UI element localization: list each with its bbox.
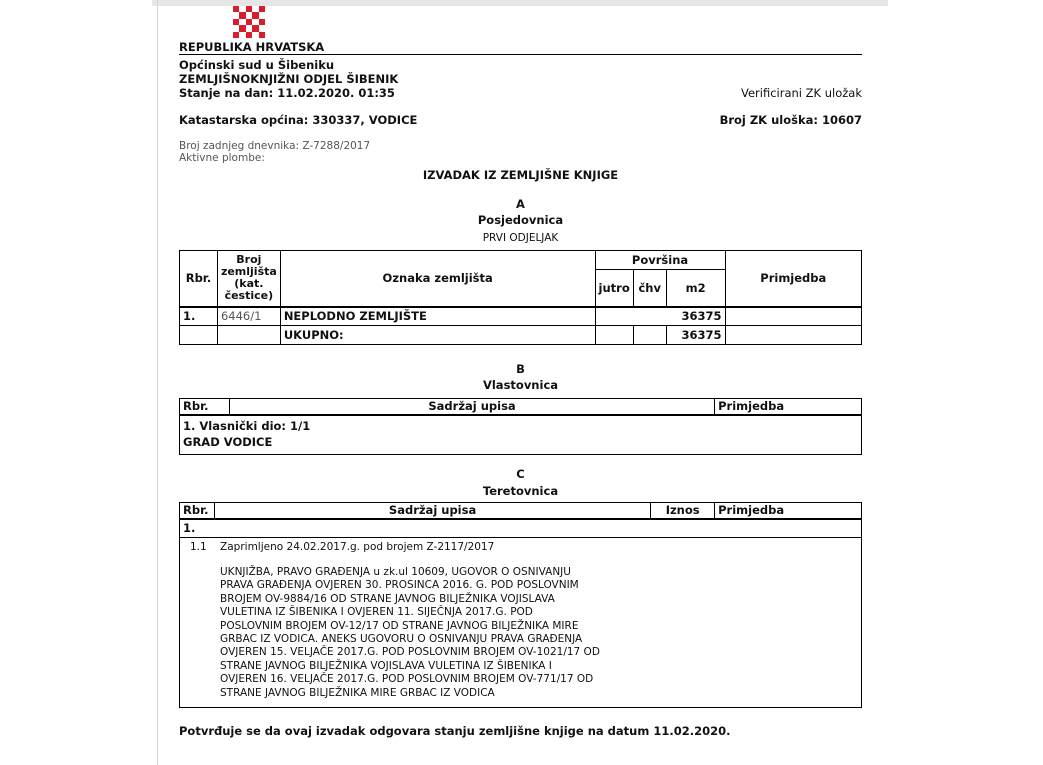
department-name: ZEMLJIŠNOKNJIŽNI ODJEL ŠIBENIK <box>179 72 399 86</box>
entry-line: OVJEREN 16. VELJAČE 2017.G. POD POSLOVNIM BROJEM OV-771/17 OD <box>220 673 594 686</box>
total-chv <box>633 326 666 345</box>
section-b-table <box>179 398 862 455</box>
col-rbr: Rbr. <box>180 503 215 519</box>
ownership-entry <box>180 415 862 455</box>
total-rbr <box>180 326 218 345</box>
page-left-edge <box>157 0 158 765</box>
section-a-name: Posjedovnica <box>477 213 564 227</box>
col-sadrzaj: Sadržaj upisa <box>214 503 650 519</box>
zk-number: Broj ZK uloška: 10607 <box>719 113 862 127</box>
encumbrance-number: 1. <box>180 519 862 538</box>
section-c-name: Teretovnica <box>482 484 559 498</box>
republic-title: REPUBLIKA HRVATSKA <box>179 40 325 54</box>
entry-line: BROJEM OV-9884/16 OD STRANE JAVNOG BILJEŽNIKA VOJISLAVA <box>220 592 555 605</box>
col-rbr: Rbr. <box>180 399 230 415</box>
entry-line: POSLOVNIM BROJEM OV-12/17 OD STRANE JAVNOG BILJEŽNIKA MIRE <box>220 619 579 632</box>
section-c-letter: C <box>516 467 525 481</box>
col-sadrzaj: Sadržaj upisa <box>229 399 714 415</box>
received-note: Zaprimljeno 24.02.2017.g. pod brojem Z-2117/2017 <box>220 541 495 553</box>
row-oznaka: NEPLODNO ZEMLJIŠTE <box>280 307 595 326</box>
state-date: Stanje na dan: 11.02.2020. 01:35 <box>179 86 395 100</box>
entry-line: VULETINA IZ ŠIBENIKA I OVJEREN 11. SIJEČNJA 2017.G. POD <box>220 606 533 619</box>
col-iznos: Iznos <box>651 503 715 519</box>
total-primjedba <box>725 326 861 345</box>
col-broj-zemljista: Broj zemljišta (kat. čestice) <box>217 251 280 307</box>
row-rbr: 1. <box>180 307 218 326</box>
col-chv: čhv <box>633 270 666 307</box>
row-m2: 36375 <box>595 307 725 326</box>
encumbrance-entry <box>180 538 862 708</box>
col-rbr: Rbr. <box>180 251 218 307</box>
col-jutro: jutro <box>595 270 633 307</box>
row-broj: 6446/1 <box>217 307 280 326</box>
entry-line: UKNJIŽBA, PRAVO GRAĐENJA u zk.ul 10609, UGOVOR O OSNIVANJU <box>220 566 571 578</box>
sub-entry-number: 1.1 <box>190 541 207 553</box>
col-oznaka: Oznaka zemljišta <box>280 251 595 307</box>
col-povrsina: Površina <box>595 251 725 270</box>
last-journal: Broj zadnjeg dnevnika: Z-7288/2017 <box>179 140 371 152</box>
document-title: IZVADAK IZ ZEMLJIŠNE KNJIGE <box>422 168 619 182</box>
table-row <box>180 307 862 326</box>
total-jutro <box>595 326 633 345</box>
col-m2: m2 <box>666 270 725 307</box>
section-a-table <box>179 250 862 345</box>
section-a-letter: A <box>516 197 525 211</box>
section-b-letter: B <box>516 362 525 376</box>
header-divider <box>179 54 862 55</box>
ownership-share: 1. Vlasnički dio: 1/1 <box>183 418 311 433</box>
cadastral-municipality: Katastarska općina: 330337, VODICE <box>179 113 418 127</box>
section-a-subtitle: PRVI ODJELJAK <box>482 232 559 244</box>
croatian-coat-of-arms-icon <box>233 6 265 38</box>
entry-line: STRANE JAVNOG BILJEŽNIKA VOJISLAVA VULETINA IZ ŠIBENIKA I <box>220 659 552 672</box>
col-primjedba: Primjedba <box>725 251 861 307</box>
entry-line: OVJEREN 15. VELJAČE 2017.G. POD POSLOVNIM BROJEM OV-1021/17 OD <box>220 646 600 659</box>
verified-label: Verificirani ZK uložak <box>741 86 862 100</box>
active-seals: Aktivne plombe: <box>179 152 265 164</box>
total-broj <box>217 326 280 345</box>
section-b-name: Vlastovnica <box>482 378 559 392</box>
entry-line: PRAVA GRAĐENJA OVJEREN 30. PROSINCA 2016. G. POD POSLOVNIM <box>220 579 579 592</box>
confirmation-statement: Potvrđuje se da ovaj izvadak odgovara stanju zemljišne knjige na datum 11.02.2020. <box>179 724 731 738</box>
total-m2: 36375 <box>666 326 725 345</box>
owner-name: GRAD VODICE <box>183 434 273 449</box>
col-primjedba: Primjedba <box>715 399 862 415</box>
total-row <box>180 326 862 345</box>
entry-line: GRBAC IZ VODICA. ANEKS UGOVORU O OSNIVANJU PRAVA GRAĐENJA <box>220 633 583 646</box>
entry-line: STRANE JAVNOG BILJEŽNIKA MIRE GRBAC IZ VODICA <box>220 686 495 699</box>
row-primjedba <box>725 307 861 326</box>
total-label: UKUPNO: <box>280 326 595 345</box>
col-primjedba: Primjedba <box>715 503 862 519</box>
section-c-table <box>179 502 862 708</box>
court-name: Općinski sud u Šibeniku <box>179 58 335 72</box>
entry-text <box>180 566 861 700</box>
